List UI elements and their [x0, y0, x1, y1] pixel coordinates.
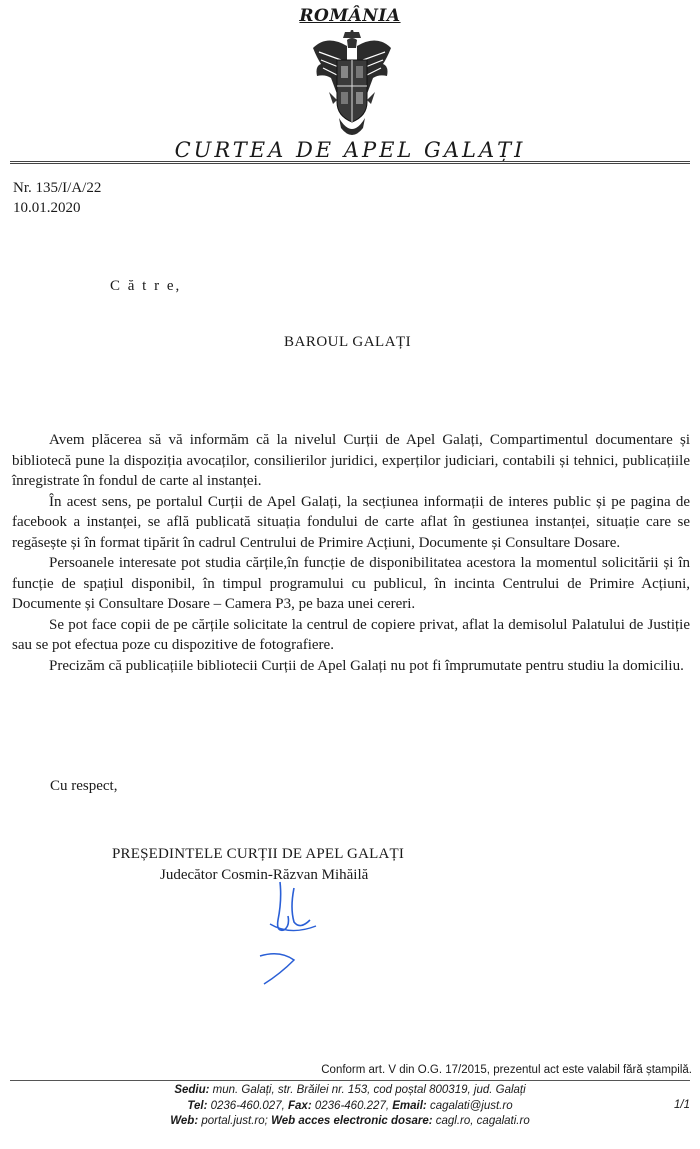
footer-divider — [10, 1080, 690, 1081]
paragraph: Se pot face copii de pe cărțile solicitate la centrul de copiere privat, aflat la demisolul Palatului de Justiție sau se pot efectua poze cu dispozitive de fotografiere. — [12, 616, 690, 653]
email-label: Email: — [392, 1099, 427, 1112]
paragraph: Avem plăcerea să vă informăm că la nivelul Curții de Apel Galați, Compartimentul documentare și bibliotecă pune la dispoziția avocaților, consilierilor juridici, experților judiciari, contabili și tehnici, publicațiile înregistrate în fondul de carte al instanței. — [12, 432, 690, 489]
tel-value: 0236-460.027, — [210, 1099, 285, 1112]
handwritten-signature — [250, 880, 340, 990]
paragraph: Precizăm că publicațiile bibliotecii Curții de Apel Galați nu pot fi împrumutate pentru studiu la domiciliu. — [49, 657, 684, 674]
legal-validity-note: Conform art. V din O.G. 17/2015, prezentul act este valabil fără ștampilă. — [321, 1064, 692, 1076]
web-label: Web: — [170, 1115, 199, 1127]
seat-value: mun. Galați, str. Brăilei nr. 153, cod poștal 800319, jud. Galați — [212, 1084, 526, 1096]
reference-date: 10.01.2020 — [13, 200, 81, 216]
recipient-name: BAROUL GALAȚI — [284, 334, 412, 350]
email-value: cagalati@just.ro — [429, 1099, 513, 1112]
signatory-title: PREȘEDINTELE CURȚII DE APEL GALAȚI — [112, 846, 405, 862]
salutation: C ă t r e, — [110, 278, 182, 294]
web-dosare-label: Web acces electronic dosare: — [271, 1115, 433, 1127]
footer-phone-line — [0, 1099, 700, 1115]
footer-address-line — [0, 1083, 700, 1099]
reference-number: Nr. 135/I/A/22 — [13, 180, 102, 196]
header-divider — [10, 161, 690, 164]
romania-coat-of-arms-icon — [307, 30, 397, 142]
page-number: 1/1 — [674, 1099, 690, 1111]
fax-label: Fax: — [288, 1099, 312, 1112]
web-value: portal.just.ro; — [201, 1115, 268, 1127]
seat-label: Sediu: — [174, 1084, 210, 1096]
court-name-heading: CURTEA DE APEL GALAȚI — [174, 138, 526, 162]
paragraph: În acest sens, pe portalul Curții de Apel Galați, la secțiunea informații de interes public și pe pagina de facebook a instanței, se află publicată situația fondului de carte aflat în gestiunea instanței, situație care se regăsește și în format tipărit în cadrul Centrului de Primire Acțiuni, Documente și Consultare Dosare. — [12, 493, 690, 551]
signatory-name: Judecător Cosmin-Răzvan Mihăilă — [160, 867, 369, 883]
footer-web-line — [0, 1114, 700, 1130]
fax-value: 0236-460.227, — [314, 1099, 390, 1112]
closing-phrase: Cu respect, — [50, 778, 118, 794]
paragraph: Persoanele interesate pot studia cărțile,în funcție de disponibilitatea acestora la momentul solicitării și în funcție de spațiul disponibil, în timpul programului cu publicul, în incinta Centrului de Primire Acțiuni, Documente și Consultare Dosare – Camera P3, pe baza unei cereri. — [12, 555, 690, 612]
letter-body — [12, 430, 690, 676]
country-heading: ROMÂNIA — [299, 6, 401, 26]
reference-block — [13, 178, 101, 218]
web-dosare-value: cagl.ro, cagalati.ro — [435, 1115, 530, 1127]
tel-label: Tel: — [187, 1099, 208, 1112]
footer-contact — [0, 1083, 700, 1130]
